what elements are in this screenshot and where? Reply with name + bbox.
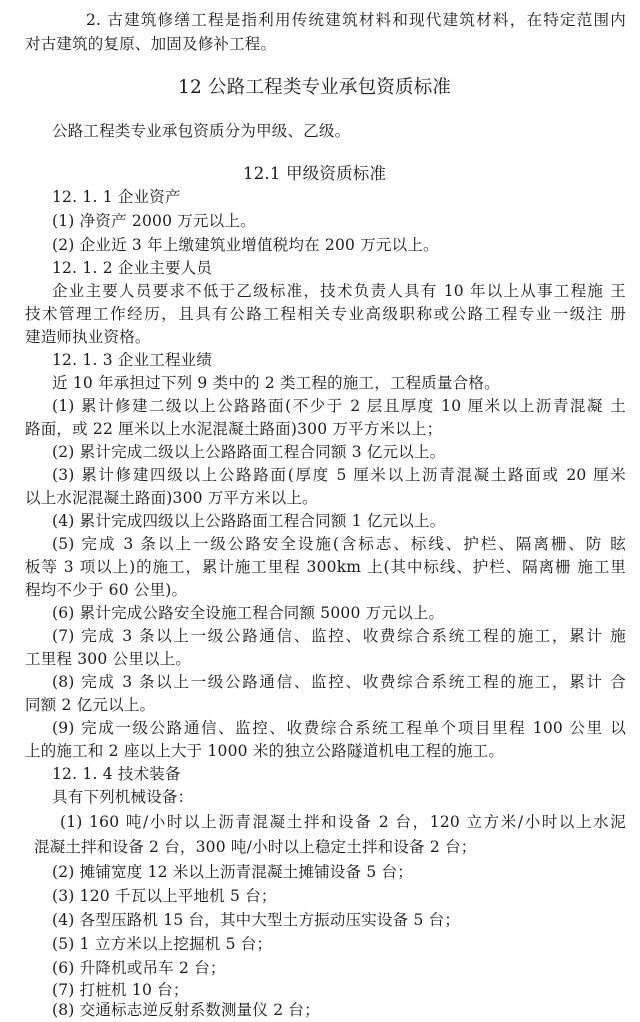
- list-item-continued: 工里程 300 公里以上。: [25, 650, 192, 668]
- list-item: (1) 160 吨/小时以上沥青混凝土拌和设备 2 台，120 立方米/小时以上水泥: [60, 813, 626, 831]
- clause-heading: 12. 1. 1 企业资产: [52, 188, 181, 206]
- list-item: (6) 累计完成公路安全设施工程合同额 5000 万元以上。: [52, 604, 445, 622]
- subsection-heading: 12.1 甲级资质标准: [243, 164, 387, 183]
- paragraph-line: 对古建筑的复原、加固及修补工程。: [25, 35, 277, 53]
- list-item: (6) 升降机或吊车 2 台；: [52, 959, 226, 977]
- list-item: (3) 120 千瓦以上平地机 5 台；: [52, 887, 277, 905]
- paragraph-line: 企业主要人员要求不低于乙级标准，技术负责人具有 10 年以上从事工程施 王: [52, 282, 626, 300]
- list-item-continued: 路面，或 22 厘米以上水泥混凝土路面)300 万平方米以上；: [25, 420, 443, 438]
- list-item: (3) 累计修建四级以上公路路面(厚度 5 厘米以上沥青混凝土路面或 20 厘米: [52, 466, 626, 484]
- list-item: (1) 净资产 2000 万元以上。: [52, 212, 256, 230]
- paragraph-line: 近 10 年承担过下列 9 类中的 2 类工程的施工，工程质量合格。: [52, 374, 500, 392]
- paragraph-line: 2. 古建筑修缮工程是指利用传统建筑材料和现代建筑材料，在特定范围内: [86, 11, 626, 29]
- list-item: (4) 累计完成四级以上公路路面工程合同额 1 亿元以上。: [52, 512, 446, 530]
- list-item: (1) 累计修建二级以上公路路面(不少于 2 层且厚度 10 厘米以上沥青混凝 土: [52, 397, 626, 415]
- list-item-continued: 同额 2 亿元以上。: [25, 696, 156, 714]
- section-heading: 12 公路工程类专业承包资质标准: [178, 77, 452, 98]
- paragraph-line: 技术管理工作经历，且具有公路工程相关专业高级职称或公路工程专业一级注 册: [25, 305, 626, 323]
- list-item: (8) 完成 3 条以上一级公路通信、监控、收费综合系统工程的施工，累计 合: [52, 673, 626, 691]
- list-item-continued: 混凝土拌和设备 2 台，300 吨/小时以上稳定土拌和设备 2 台；: [34, 838, 477, 856]
- clause-heading: 12. 1. 2 企业主要人员: [52, 259, 213, 277]
- list-item-continued: 程均不少于 60 公里)。: [25, 581, 188, 599]
- list-item: (2) 企业近 3 年上缴建筑业增值税均在 200 万元以上。: [52, 236, 439, 254]
- list-item: (2) 累计完成二级以上公路路面工程合同额 3 亿元以上。: [52, 443, 446, 461]
- list-item-continued: 以上水泥混凝土路面)300 万平方米以上。: [25, 489, 318, 507]
- list-item: (5) 1 立方米以上挖掘机 5 台；: [52, 935, 273, 953]
- list-item: (7) 完成 3 条以上一级公路通信、监控、收费综合系统工程的施工，累计 施: [52, 627, 626, 645]
- paragraph-line: 具有下列机械设备：: [52, 788, 194, 806]
- list-item: (8) 交通标志逆反射系数测量仪 2 台；: [52, 1001, 320, 1019]
- list-item: (9) 完成一级公路通信、监控、收费综合系统工程单个项目里程 100 公里 以: [52, 719, 626, 737]
- paragraph-line: 建造师执业资格。: [25, 328, 151, 346]
- list-item: (7) 打桩机 10 台；: [52, 981, 189, 999]
- list-item: (5) 完成 3 条以上一级公路安全设施(含标志、标线、护栏、隔离栅、防 眩: [52, 535, 626, 553]
- paragraph-line: 公路工程类专业承包资质分为甲级、乙级。: [52, 122, 351, 140]
- list-item: (4) 各型压路机 15 台，其中大型土方振动压实设备 5 台；: [52, 911, 461, 929]
- list-item-continued: 板等 3 项以上)的施工，累计施工里程 300km 上(其中标线、护栏、隔离栅 施工里: [25, 558, 626, 576]
- list-item: (2) 摊铺宽度 12 米以上沥青混凝土摊铺设备 5 台；: [52, 863, 413, 881]
- clause-heading: 12. 1. 3 企业工程业绩: [52, 351, 213, 369]
- clause-heading: 12. 1. 4 技术装备: [52, 765, 181, 783]
- list-item-continued: 上的施工和 2 座以上大于 1000 米的独立公路隧道机电工程的施工。: [25, 742, 505, 760]
